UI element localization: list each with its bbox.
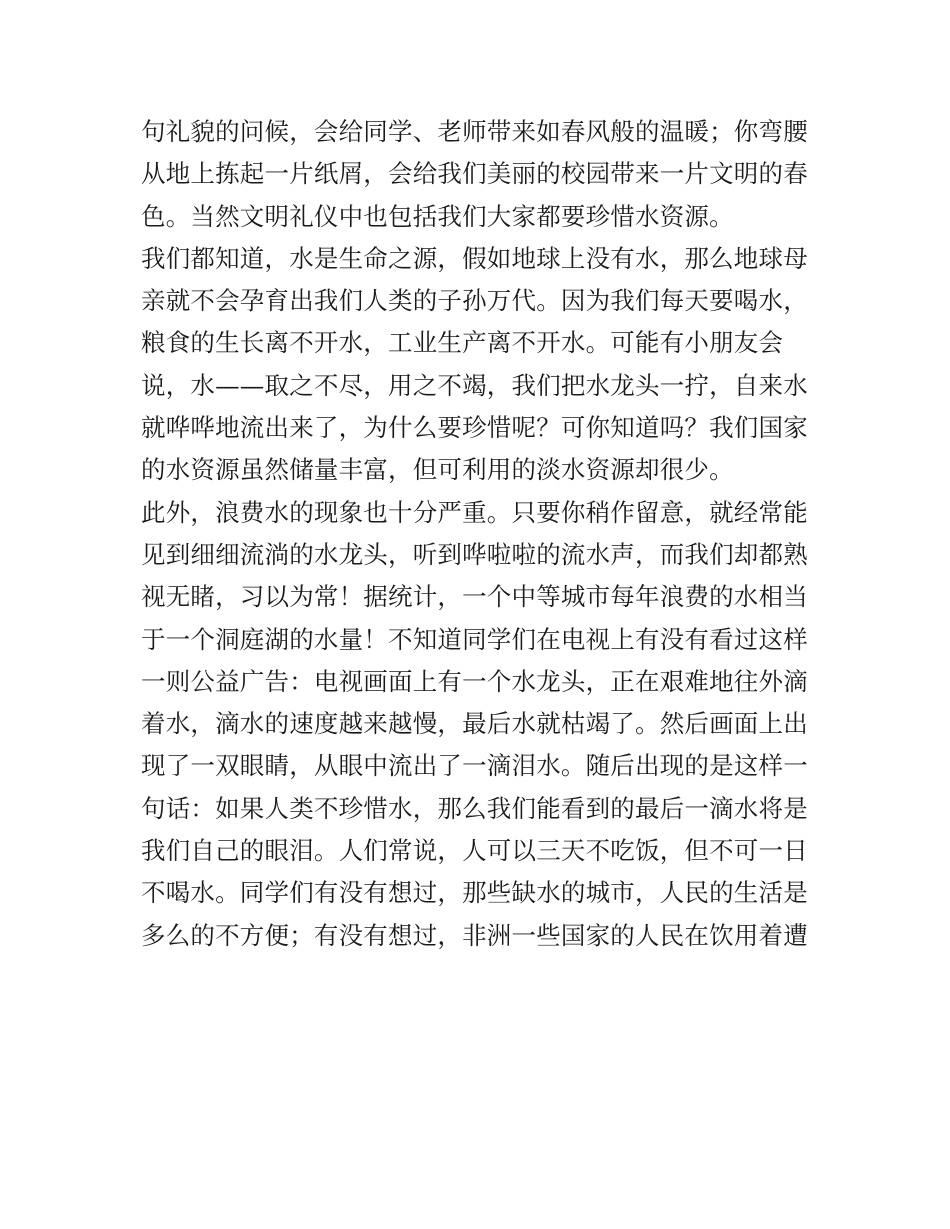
text-line: 粮食的生长离不开水，工业生产离不开水。可能有小朋友会: [141, 328, 784, 358]
body-text: [141, 111, 821, 957]
text-line: 的水资源虽然储量丰富，但可利用的淡水资源却很少。: [141, 455, 734, 485]
text-line: 现了一双眼睛，从眼中流出了一滴泪水。随后出现的是这样一: [141, 751, 808, 781]
text-line: 句话：如果人类不珍惜水，那么我们能看到的最后一滴水将是: [141, 793, 808, 823]
text-line: 见到细细流淌的水龙头，听到哗啦啦的流水声，而我们却都熟: [141, 539, 808, 569]
text-line: 于一个洞庭湖的水量！不知道同学们在电视上有没有看过这样: [141, 624, 808, 654]
text-line: 我们自己的眼泪。人们常说，人可以三天不吃饭，但不可一日: [141, 836, 808, 866]
text-line: 一则公益广告：电视画面上有一个水龙头，正在艰难地往外滴: [141, 666, 808, 696]
text-line: 着水，滴水的速度越来越慢，最后水就枯竭了。然后画面上出: [141, 709, 808, 739]
text-line: 不喝水。同学们有没有想过，那些缺水的城市，人民的生活是: [141, 878, 808, 908]
text-line: 视无睹，习以为常！据统计，一个中等城市每年浪费的水相当: [141, 582, 808, 612]
text-line: 此外，浪费水的现象也十分严重。只要你稍作留意，就经常能: [141, 497, 808, 527]
text-line: 说，水——取之不尽，用之不竭，我们把水龙头一拧，自来水: [141, 370, 808, 400]
text-line: 我们都知道，水是生命之源，假如地球上没有水，那么地球母: [141, 243, 808, 273]
text-line: 从地上拣起一片纸屑，会给我们美丽的校园带来一片文明的春: [141, 159, 808, 189]
text-line: 就哗哗地流出来了，为什么要珍惜呢？可你知道吗？我们国家: [141, 413, 808, 443]
text-line: 句礼貌的问候，会给同学、老师带来如春风般的温暖；你弯腰: [141, 117, 808, 146]
text-line: 色。当然文明礼仪中也包括我们大家都要珍惜水资源。: [141, 201, 734, 231]
text-line: 亲就不会孕育出我们人类的子孙万代。因为我们每天要喝水，: [141, 286, 808, 316]
text-line: 多么的不方便；有没有想过，非洲一些国家的人民在饮用着遭: [141, 920, 808, 950]
